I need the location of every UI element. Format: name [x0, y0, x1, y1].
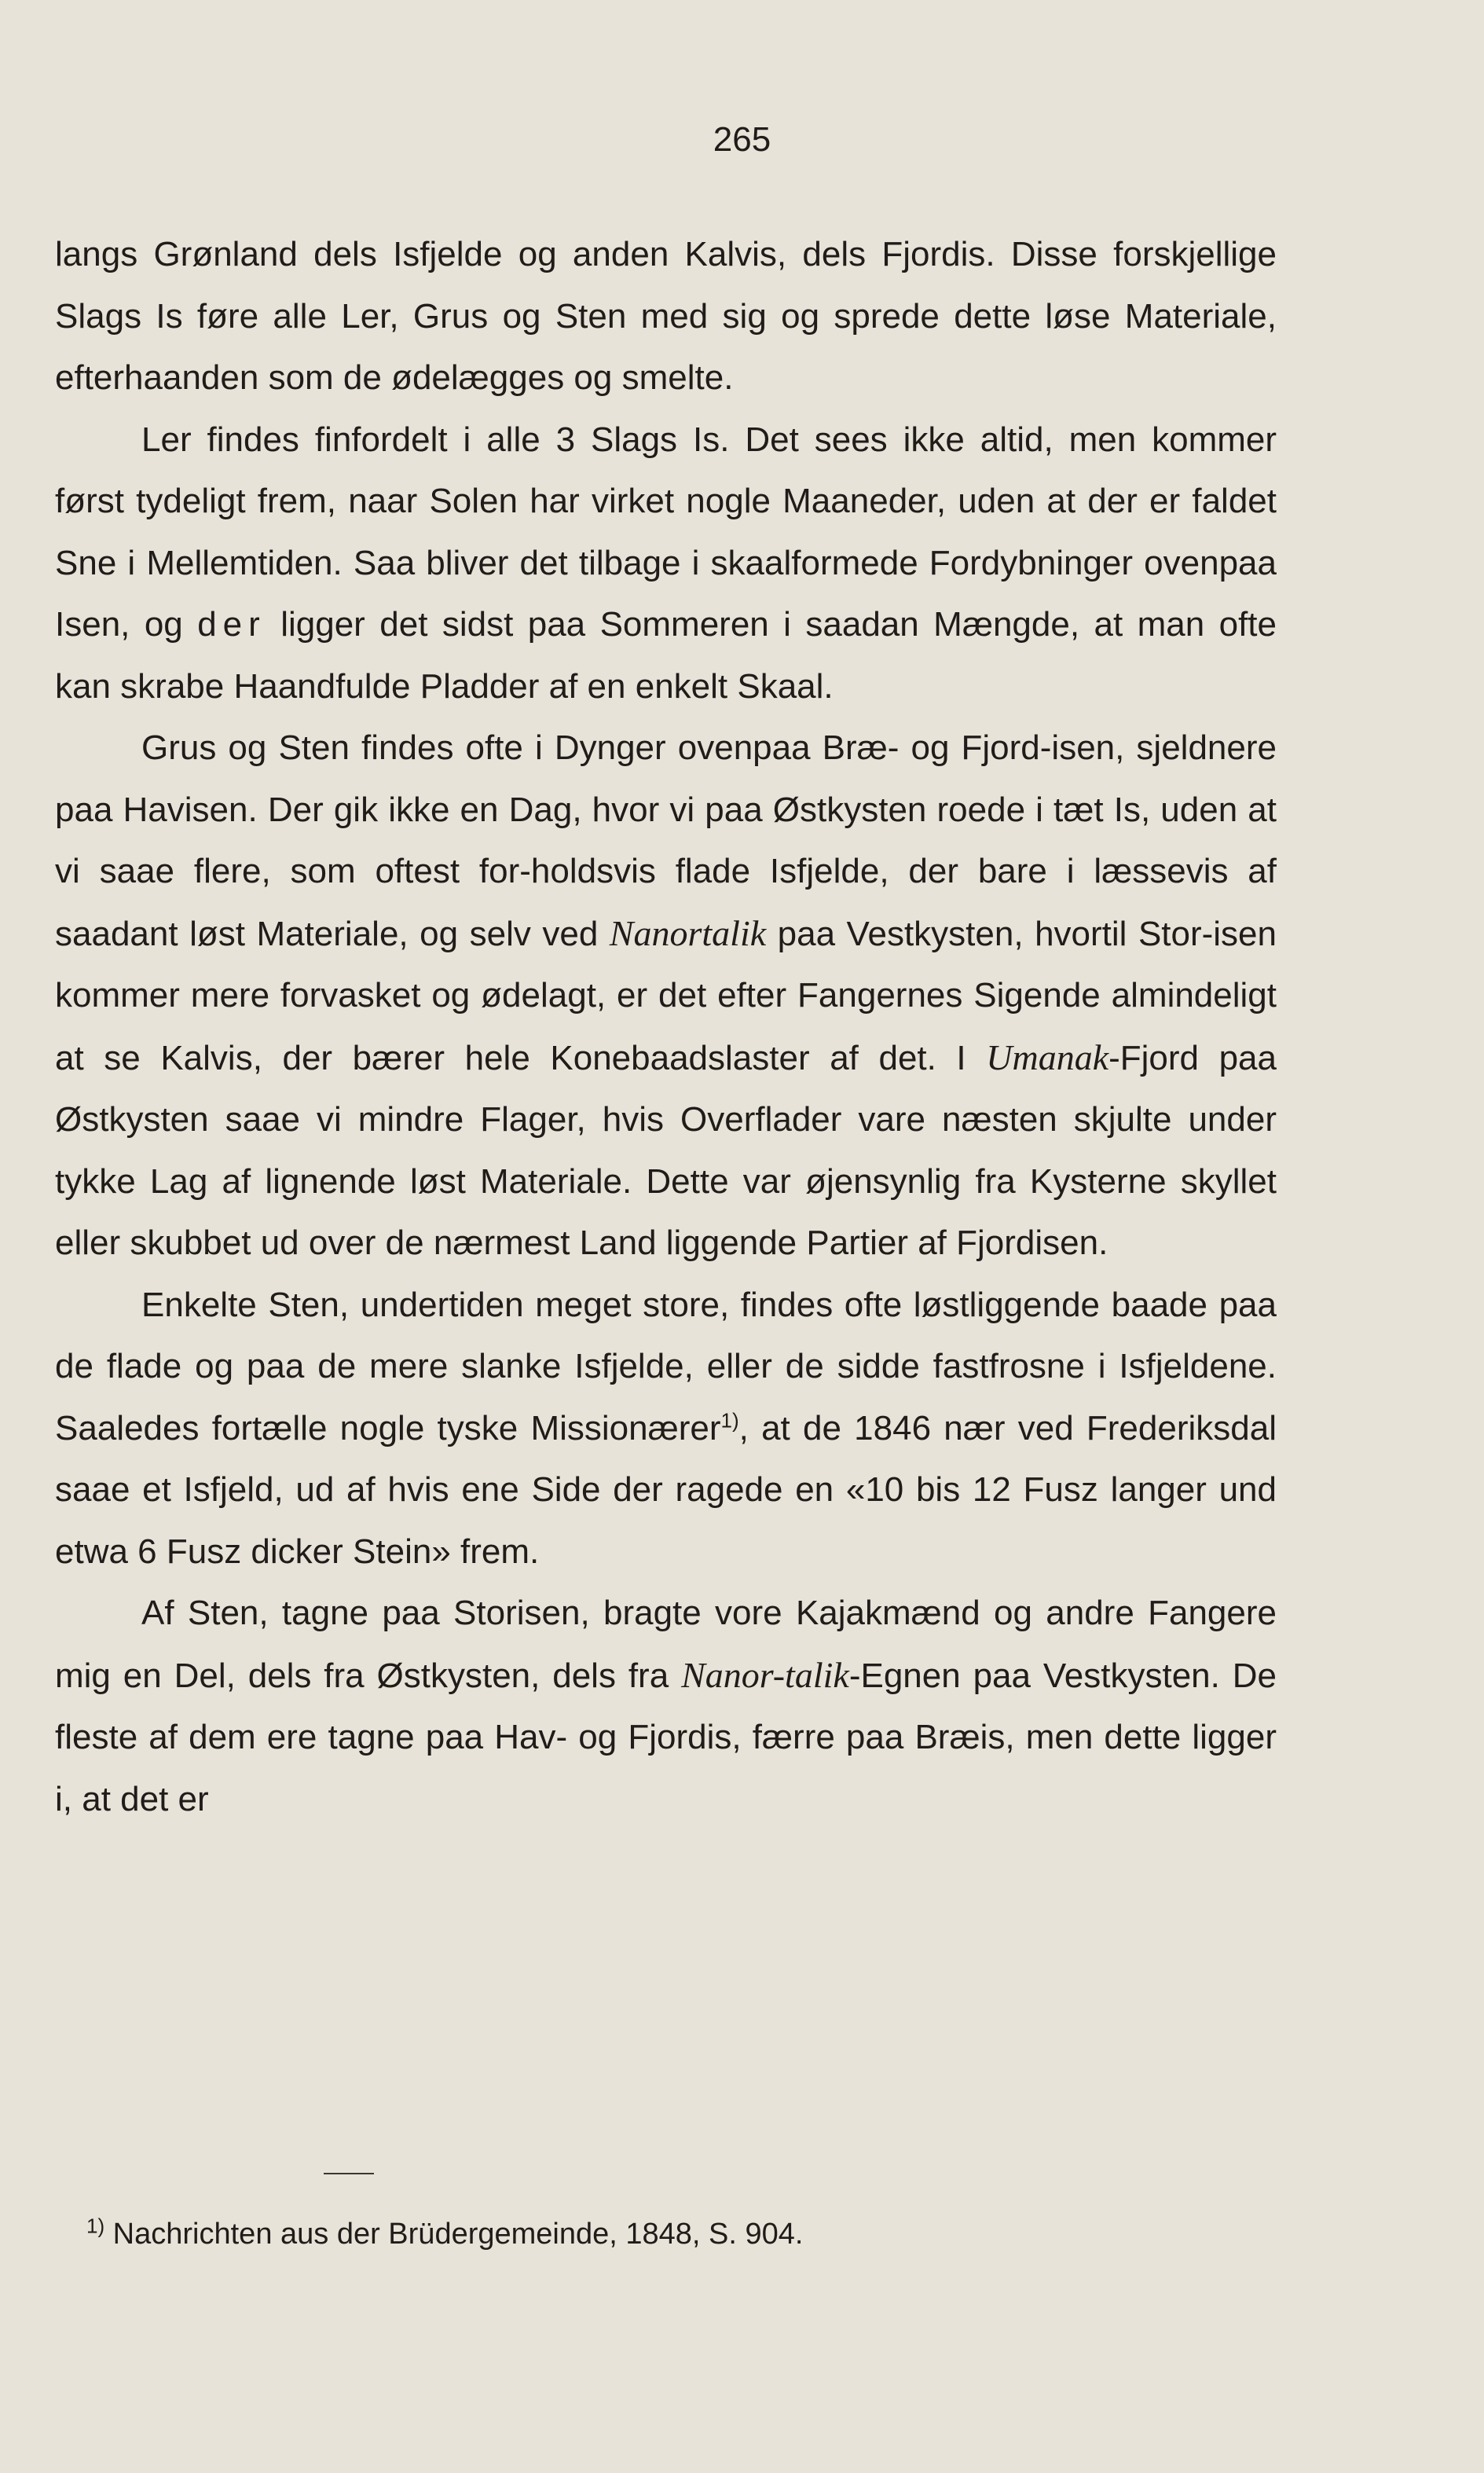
text-run: Grus og Sten findes ofte i Dynger ovenpaa Bræ- og Fjord-isen, sjeldnere paa Havisen. Der gik ikke en Dag, hvor vi paa Østkysten roede i tæt Is, uden at vi saae flere, som oftest for-holdsvis flade Isfjelde, der bare i læssevis af saadant løst Materiale, og selv ved [55, 728, 1277, 953]
text-run: -Egnen paa Vestkysten. De fleste af dem ere tagne paa Hav- og Fjordis, færre paa Bræis, men dette ligger i, at det er [55, 1656, 1277, 1818]
italic-place-name: Nanortalik [609, 912, 767, 953]
italic-place-name: Nanor-talik [681, 1654, 849, 1695]
footnote-divider [324, 2173, 374, 2174]
text-run: Enkelte Sten, undertiden meget store, findes ofte løstliggende baade paa de flade og paa de mere slanke Isfjelde, eller de sidde fastfrosne i Isfjeldene. Saaledes fortælle nogle tyske Missionærer [55, 1285, 1277, 1447]
body-text [55, 224, 1277, 1830]
paragraph [55, 409, 1277, 718]
page-number: 265 [713, 120, 771, 159]
footnote [86, 2214, 1265, 2254]
text-run: ligger det sidst paa Sommeren i saadan Mængde, at man ofte kan skrabe Haandfulde Pladder af en enkelt Skaal. [55, 605, 1277, 706]
footnote-text: Nachrichten aus der Brüdergemeinde, 1848, S. 904. [104, 2218, 804, 2251]
emphasized-word: der [197, 605, 266, 644]
footnote-marker: 1) [86, 2214, 105, 2238]
paragraph [55, 1275, 1277, 1583]
footnote-reference: 1) [720, 1407, 739, 1432]
paragraph [55, 717, 1277, 1275]
italic-place-name: Umanak [986, 1037, 1109, 1077]
text-run: Ler findes finfordelt i alle 3 Slags Is. Det sees ikke altid, men kommer først tydeligt frem, naar Solen har virket nogle Maaneder, uden at der er faldet Sne i Mellemtiden. Saa bliver det tilbage i skaalformede Fordybninger ovenpaa Isen, og [55, 420, 1277, 644]
paragraph [55, 224, 1277, 409]
paragraph [55, 1583, 1277, 1830]
text-run: , at de 1846 nær ved Frederiksdal saae et Isfjeld, ud af hvis ene Side der ragede en «10 bis 12 Fusz langer und etwa 6 Fusz dicker Stein» frem. [55, 1408, 1277, 1571]
text-run: langs Grønland dels Isfjelde og anden Kalvis, dels Fjordis. Disse forskjellige Slags Is føre alle Ler, Grus og Sten med sig og sprede dette løse Materiale, efterhaanden som de ødelægges og smelte. [55, 235, 1277, 397]
text-run: paa Vestkysten, hvortil Stor-isen kommer mere forvasket og ødelagt, er det efter Fangernes Sigende almindeligt at se Kalvis, der bærer hele Konebaadslaster af det. I [55, 914, 1277, 1077]
text-run: -Fjord paa Østkysten saae vi mindre Flager, hvis Overflader vare næsten skjulte under tykke Lag af lignende løst Materiale. Dette var øjensynlig fra Kysterne skyllet eller skubbet ud over de nærmest Land liggende Partier af Fjordisen. [55, 1038, 1277, 1262]
text-run: Af Sten, tagne paa Storisen, bragte vore Kajakmænd og andre Fangere mig en Del, dels fra Østkysten, dels fra [55, 1594, 1277, 1695]
